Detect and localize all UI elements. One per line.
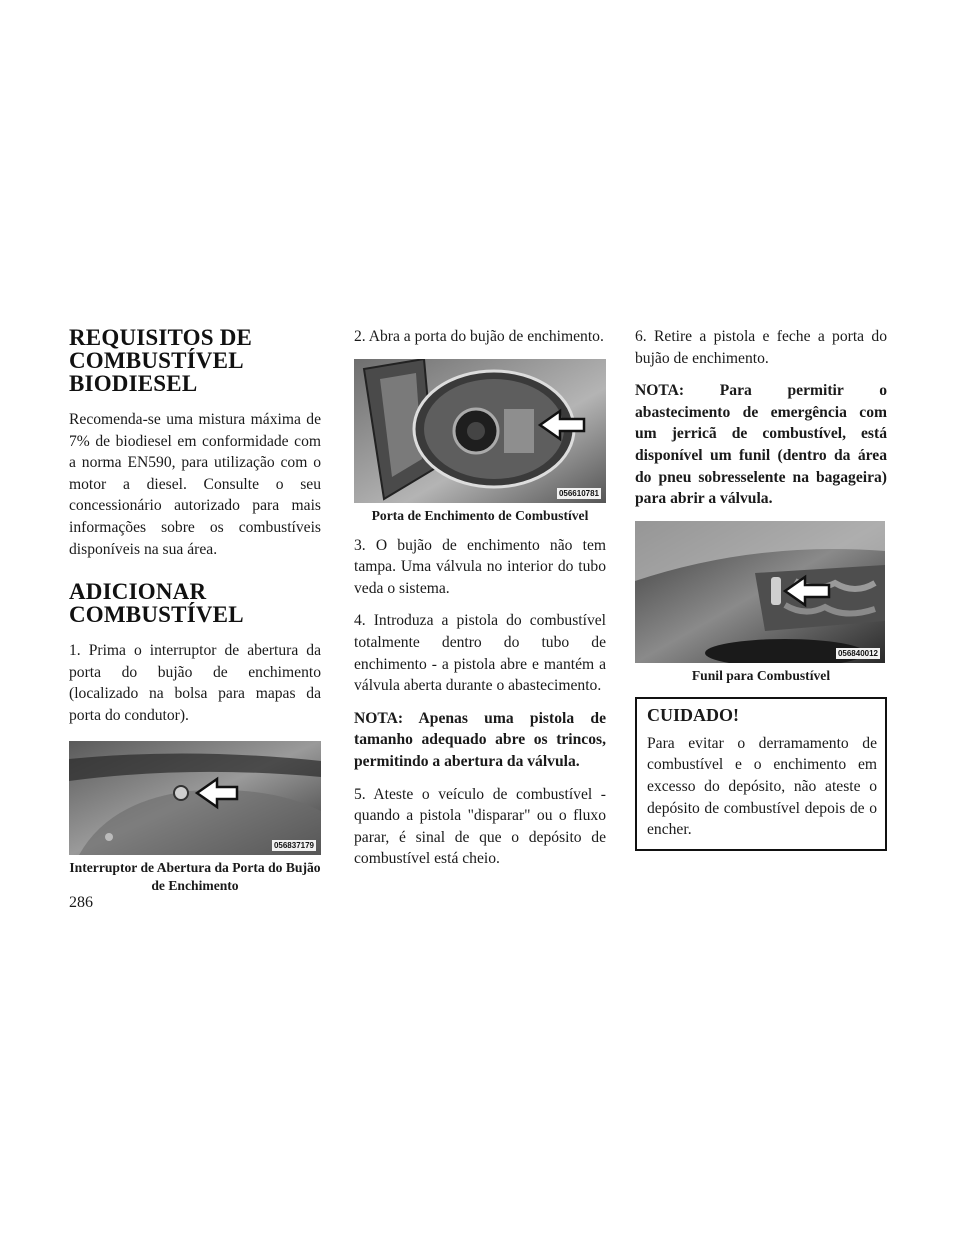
fuel-funnel-photo: [635, 521, 885, 663]
caution-title: CUIDADO!: [647, 704, 739, 725]
figure-caption-3: Funil para Combustível: [691, 667, 831, 683]
step-5: 5. Ateste o veículo de combustível - quando a pistola "disparar" ou o fluxo parar, é sinal de que o depósito de combustível está cheio.: [354, 785, 606, 868]
caution-body: Para evitar o derramamento de combustível e o enchimento em excesso do depósito, não ateste o depósito de combustível depois de o encher.: [647, 734, 877, 839]
step-4: 4. Introduza a pistola do combustível totalmente dentro do tubo de enchimento - a pistola abre e mantém a válvula aberta durante o abastecimento.: [354, 612, 606, 695]
figure-code: 056610781: [558, 488, 599, 498]
figure-code: 056837179: [273, 840, 314, 850]
step-1: 1. Prima o interruptor de abertura da porta do bujão de enchimento (localizado na bolsa para mapas da porta do condutor).: [69, 642, 321, 724]
step-2: 2. Abra a porta do bujão de enchimento.: [354, 328, 604, 345]
fuel-door-switch-photo: [69, 741, 321, 855]
column-middle: [354, 326, 606, 881]
biodiesel-paragraph: Recomenda-se uma mistura máxima de 7% de biodiesel em conformidade com a norma EN590, para utilização com o motor a diesel. Consulte o seu concessionário autorizado para mais informações sobre os combustíveis disponíveis na sua área.: [69, 411, 321, 558]
figure-caption-1: Interruptor de Abertura da Porta do Bujão de Enchimento: [69, 859, 321, 893]
heading-biodiesel: REQUISITOS DE COMBUSTÍVEL BIODIESEL: [69, 325, 253, 396]
figure-caption-2: Porta de Enchimento de Combustível: [371, 507, 589, 523]
column-left: [69, 326, 321, 905]
fuel-door-photo: [354, 359, 606, 503]
figure-code: 056840012: [837, 648, 878, 658]
page-number: 286: [69, 894, 93, 911]
caution-box: [635, 697, 887, 851]
heading-add-fuel: ADICIONAR COMBUSTÍVEL: [69, 579, 244, 628]
note-1: NOTA: Apenas uma pistola de tamanho adequado abre os trincos, permitindo a abertura da válvula.: [354, 709, 606, 770]
step-6: 6. Retire a pistola e feche a porta do bujão de enchimento.: [635, 328, 887, 367]
step-3: 3. O bujão de enchimento não tem tampa. Uma válvula no interior do tubo veda o sistema.: [354, 536, 606, 597]
column-right: [635, 326, 887, 851]
note-2: NOTA: Para permitir o abastecimento de emergência com um jerricã de combustível, está disponível um funil (dentro da área do pneu sobresselente na bagageira) para abrir a válvula.: [635, 382, 887, 508]
